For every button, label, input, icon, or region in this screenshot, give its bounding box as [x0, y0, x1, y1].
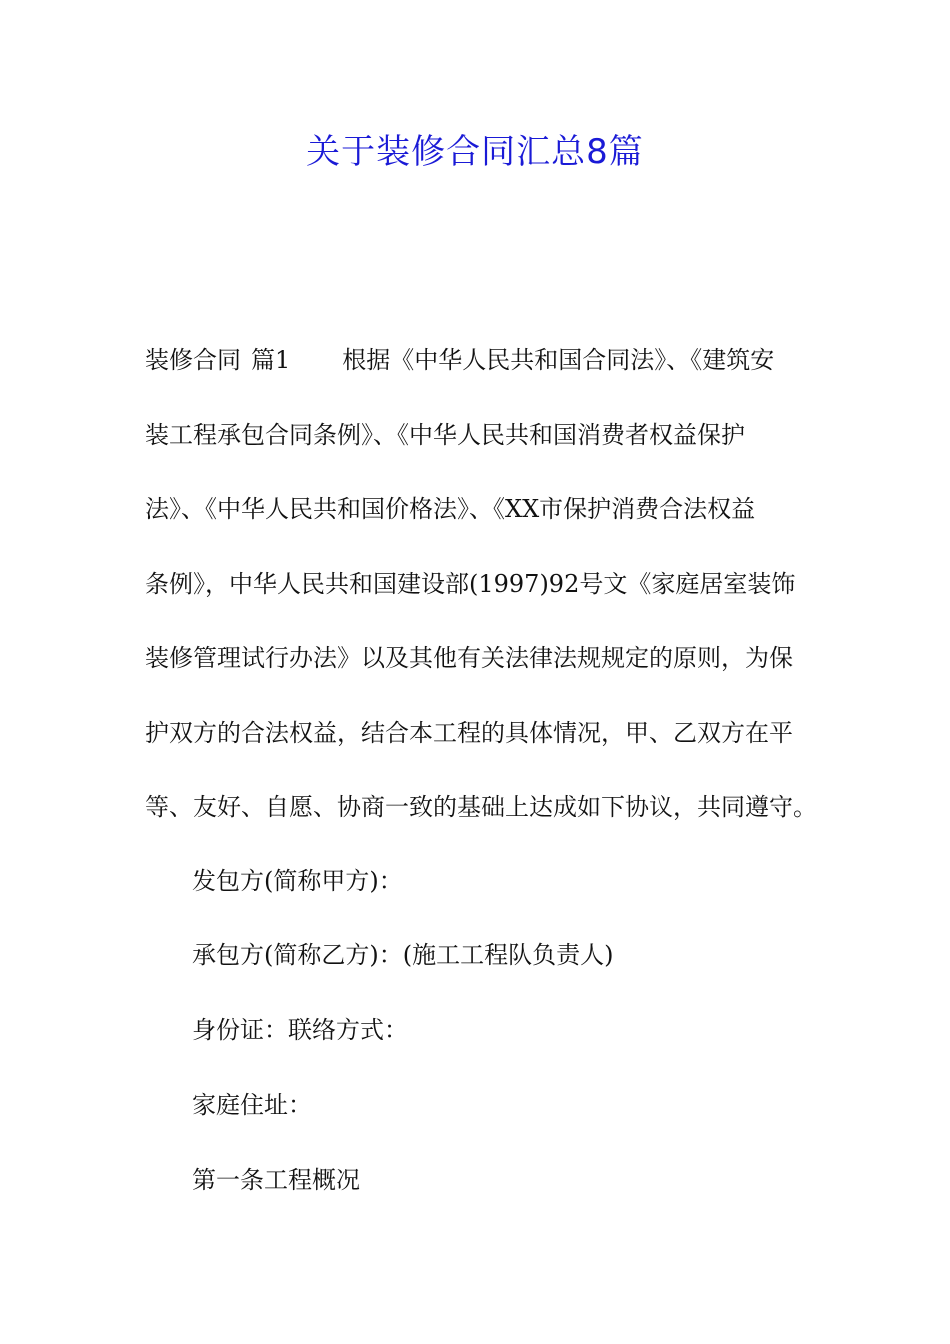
intro-paragraph — [145, 342, 817, 864]
section-label: 装修合同 — [145, 346, 241, 374]
intro-line-4: 条例》，中华人民共和国建设部(1997)92号文《家庭居室装饰 — [145, 569, 796, 598]
intro-line-1-text: 根据《中华人民共和国合同法》、《建筑安 — [342, 346, 775, 374]
intro-line-2: 装工程承包合同条例》、《中华人民共和国消费者权益保护 — [145, 420, 745, 449]
employer-field: 发包方(简称甲方)： — [192, 867, 403, 895]
intro-line-5: 装修管理试行办法》以及其他有关法律法规规定的原则，为保 — [145, 644, 793, 672]
document-title: 关于装修合同汇总8篇 — [306, 132, 644, 172]
home-address-field: 家庭住址： — [192, 1091, 312, 1119]
intro-line-6: 护双方的合法权益，结合本工程的具体情况，甲、乙双方在平 — [145, 718, 793, 747]
contractor-field: 承包方(简称乙方)：(施工工程队负责人) — [192, 941, 614, 969]
section-number: 篇1 — [251, 346, 291, 374]
id-contact-field: 身份证：联络方式： — [192, 1016, 408, 1044]
intro-line-3: 法》、《中华人民共和国价格法》、《XX市保护消费合法权益 — [145, 495, 756, 523]
intro-line-7: 等、友好、自愿、协商一致的基础上达成如下协议，共同遵守。 — [145, 793, 817, 821]
intro-line-1 — [145, 342, 810, 417]
article-1-heading: 第一条工程概况 — [192, 1166, 360, 1194]
